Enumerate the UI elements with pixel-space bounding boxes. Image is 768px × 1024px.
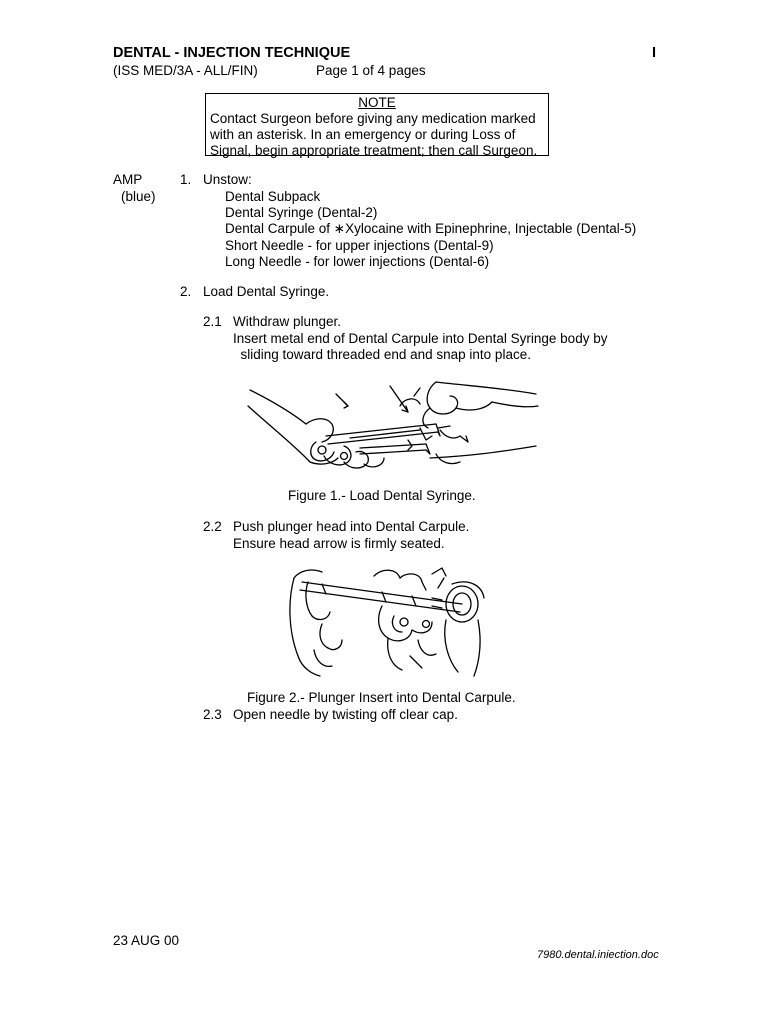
location-label: AMP bbox=[113, 172, 143, 187]
step2-2-line: Push plunger head into Dental Carpule. bbox=[233, 519, 470, 534]
figure2-caption: Figure 2.- Plunger Insert into Dental Carpule. bbox=[247, 690, 516, 705]
step2-2-number: 2.2 bbox=[203, 519, 222, 534]
step1-text: Unstow: bbox=[203, 172, 252, 187]
step2-1-line: Insert metal end of Dental Carpule into Dental Syringe body by bbox=[233, 331, 608, 346]
page-info: Page 1 of 4 pages bbox=[316, 63, 426, 78]
doc-code: (ISS MED/3A - ALL/FIN) bbox=[113, 63, 258, 78]
step2-1-line: sliding toward threaded end and snap into place. bbox=[233, 347, 531, 362]
step2-number: 2. bbox=[180, 284, 192, 299]
unstow-item: Dental Subpack bbox=[225, 189, 321, 204]
revision-mark: I bbox=[652, 45, 657, 61]
note-line: with an asterisk. In an emergency or during Loss of bbox=[210, 127, 516, 142]
step2-2-line: Ensure head arrow is firmly seated. bbox=[233, 536, 445, 551]
step2-3-number: 2.3 bbox=[203, 707, 222, 722]
note-line: Contact Surgeon before giving any medication marked bbox=[210, 111, 536, 126]
figure1-caption: Figure 1.- Load Dental Syringe. bbox=[288, 488, 476, 503]
footer-date: 23 AUG 00 bbox=[113, 933, 180, 948]
note-heading: NOTE bbox=[358, 95, 396, 110]
unstow-item: Dental Carpule of ∗Xylocaine with Epinephrine, Injectable (Dental-5) bbox=[225, 221, 637, 236]
figure2-illustration bbox=[282, 560, 492, 680]
unstow-item: Long Needle - for lower injections (Dental-6) bbox=[225, 254, 490, 269]
unstow-item: Dental Syringe (Dental-2) bbox=[225, 205, 378, 220]
figure1-illustration bbox=[240, 366, 540, 478]
note-line: Signal, begin appropriate treatment; then call Surgeon. bbox=[210, 143, 538, 158]
location-color: (blue) bbox=[121, 189, 156, 204]
note-box bbox=[205, 93, 549, 156]
step1-number: 1. bbox=[180, 172, 192, 187]
step2-text: Load Dental Syringe. bbox=[203, 284, 330, 299]
footer-filename: 7980.dental.iniection.doc bbox=[537, 949, 659, 961]
step2-3-text: Open needle by twisting off clear cap. bbox=[233, 707, 458, 722]
page-title: DENTAL - INJECTION TECHNIQUE bbox=[113, 45, 351, 61]
unstow-item: Short Needle - for upper injections (Dental-9) bbox=[225, 238, 494, 253]
step2-1-line: Withdraw plunger. bbox=[233, 314, 342, 329]
step2-1-number: 2.1 bbox=[203, 314, 222, 329]
